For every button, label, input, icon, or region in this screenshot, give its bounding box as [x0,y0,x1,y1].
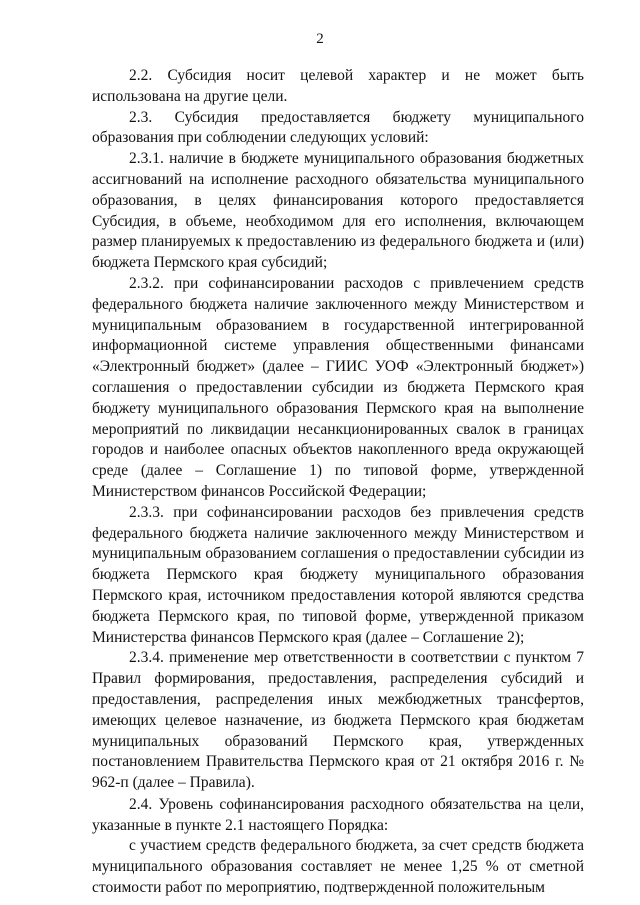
paragraph-2-2: 2.2. Субсидия носит целевой характер и не может быть использована на другие цели. [92,67,584,105]
paragraph-2-3-4: 2.3.4. применение мер ответственности в соответствии с пунктом 7 Правил формирования, предоставления, распределения субсидий и предоставления, распределения иных межбюджетных трансфертов, имеющих целевое назначение, из бюджета Пермского края бюджетам муниципальных образований Пермского края, утвержденных постановлением Правительства Пермского края от 21 октября 2016 г. № 962-п (далее – Правила). [92,649,584,792]
page-number: 2 [316,31,324,47]
paragraph-2-4: 2.4. Уровень софинансирования расходного обязательства на цели, указанные в пункте 2.1 настоящего Порядка: [92,795,584,834]
paragraph-2-3-1: 2.3.1. наличие в бюджете муниципального образования бюджетных ассигнований на исполнение расходного обязательства муниципального образования, в целях финансирования которого предоставляется Субсидия, в объеме, необходимом для его исполнения, включающем размер планируемых к предоставлению из федерального бюджета и (или) бюджета Пермского края субсидий; [92,150,584,272]
document-body [92,66,584,899]
paragraph-2-3-2: 2.3.2. при софинансировании расходов с привлечением средств федерального бюджета наличие заключенного между Министерством и муниципальным образованием в государственной интегрированной информационной системе управления общественными финансами «Электронный бюджет» (далее – ГИИС УОФ «Электронный бюджет») соглашения о предоставлении субсидии из бюджета Пермского края бюджету муниципального образования Пермского края на выполнение мероприятий по ликвидации несанкционированных свалок в границах городов и наиболее опасных объектов накопленного вреда окружающей среде (далее – Соглашение 1) по типовой форме, утвержденной Министерством финансов Российской Федерации; [92,274,584,500]
paragraph-2-3: 2.3. Субсидия предоставляется бюджету муниципального образования при соблюдении следующих условий: [92,108,584,147]
paragraph-2-4-federal: с участием средств федерального бюджета, за счет средств бюджета муниципального образования составляет не менее 1,25 % от сметной стоимости работ по мероприятию, подтвержденной положительным [92,837,584,897]
paragraph-2-3-3: 2.3.3. при софинансировании расходов без привлечения средств федерального бюджета наличие заключенного между Министерством и муниципальным образованием соглашения о предоставлении субсидии из бюджета Пермского края бюджету муниципального образования Пермского края, источником предоставления которой являются средства бюджета Пермского края, по типовой форме, утвержденной приказом Министерства финансов Пермского края (далее – Соглашение 2); [92,503,584,646]
